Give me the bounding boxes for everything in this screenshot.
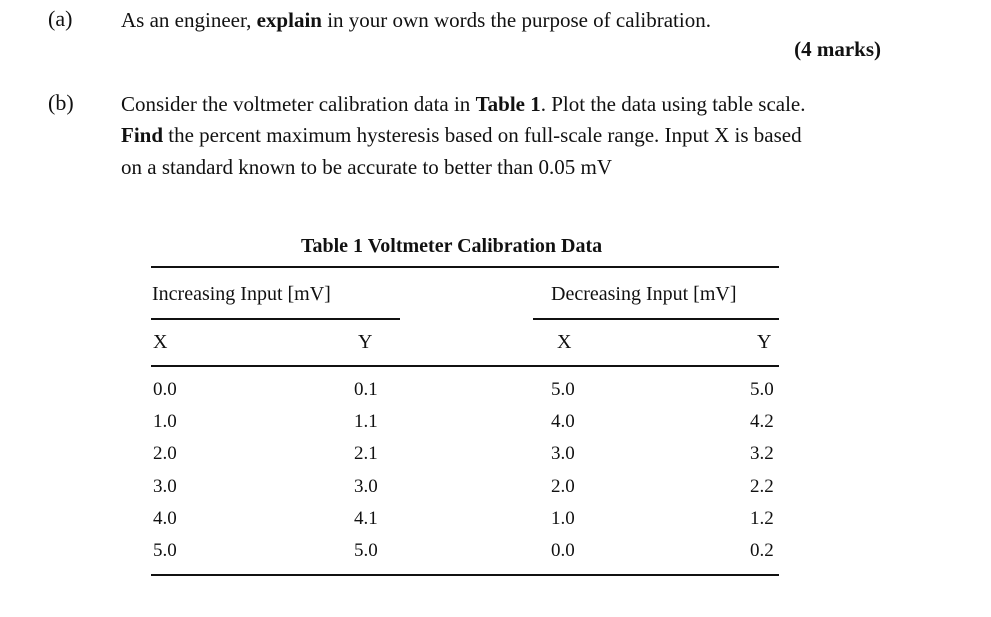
question-b-line1 bbox=[121, 89, 806, 120]
question-b-line3: on a standard known to be accurate to better than 0.05 mV bbox=[121, 155, 613, 179]
cell-dec-x: 1.0 bbox=[551, 508, 575, 529]
increasing-group-rule bbox=[151, 318, 400, 320]
cell-inc-y: 0.1 bbox=[354, 379, 378, 400]
question-b-line2-post: the percent maximum hysteresis based on full-scale range. Input X is based bbox=[163, 123, 802, 147]
question-b-line1-pre: Consider the voltmeter calibration data in bbox=[121, 92, 476, 116]
question-a-label: (a) bbox=[48, 6, 73, 31]
col-header-dec-x: X bbox=[557, 331, 572, 353]
col-header-inc-x: X bbox=[153, 331, 168, 353]
cell-dec-y: 1.2 bbox=[750, 508, 774, 529]
cell-inc-y: 4.1 bbox=[354, 508, 378, 529]
cell-dec-y: 4.2 bbox=[750, 411, 774, 432]
question-b-label: (b) bbox=[48, 90, 74, 115]
cell-dec-x: 4.0 bbox=[551, 411, 575, 432]
cell-inc-y: 1.1 bbox=[354, 411, 378, 432]
cell-inc-x: 3.0 bbox=[153, 476, 177, 497]
question-a-bold: explain bbox=[256, 8, 322, 32]
question-a-post: in your own words the purpose of calibration. bbox=[321, 8, 711, 32]
table-header-rule bbox=[151, 365, 779, 367]
question-b-line2-bold: Find bbox=[121, 123, 164, 147]
question-a-pre: As an engineer, bbox=[121, 8, 257, 32]
cell-dec-x: 2.0 bbox=[551, 476, 575, 497]
cell-inc-x: 0.0 bbox=[153, 379, 177, 400]
col-header-inc-y: Y bbox=[358, 331, 373, 353]
cell-dec-x: 0.0 bbox=[551, 540, 575, 561]
cell-inc-x: 4.0 bbox=[153, 508, 177, 529]
col-header-dec-y: Y bbox=[757, 331, 772, 353]
group-header-decreasing: Decreasing Input [mV] bbox=[551, 283, 737, 305]
cell-dec-y: 3.2 bbox=[750, 443, 774, 464]
question-a-marks: (4 marks) bbox=[794, 37, 881, 61]
cell-inc-y: 2.1 bbox=[354, 443, 378, 464]
table-bottom-rule bbox=[151, 574, 779, 576]
cell-dec-y: 5.0 bbox=[750, 379, 774, 400]
decreasing-group-rule bbox=[533, 318, 779, 320]
cell-dec-y: 2.2 bbox=[750, 476, 774, 497]
cell-inc-y: 3.0 bbox=[354, 476, 378, 497]
cell-inc-y: 5.0 bbox=[354, 540, 378, 561]
question-b-line1-post: . Plot the data using table scale. bbox=[540, 92, 806, 116]
cell-dec-y: 0.2 bbox=[750, 540, 774, 561]
group-header-increasing: Increasing Input [mV] bbox=[152, 283, 331, 305]
table-title: Table 1 Voltmeter Calibration Data bbox=[301, 235, 603, 257]
question-b-line2 bbox=[121, 120, 802, 151]
cell-dec-x: 5.0 bbox=[551, 379, 575, 400]
cell-inc-x: 2.0 bbox=[153, 443, 177, 464]
table-top-rule bbox=[151, 266, 779, 268]
question-b-line1-bold: Table 1 bbox=[475, 92, 541, 116]
cell-dec-x: 3.0 bbox=[551, 443, 575, 464]
cell-inc-x: 1.0 bbox=[153, 411, 177, 432]
cell-inc-x: 5.0 bbox=[153, 540, 177, 561]
question-a-text bbox=[121, 5, 711, 36]
